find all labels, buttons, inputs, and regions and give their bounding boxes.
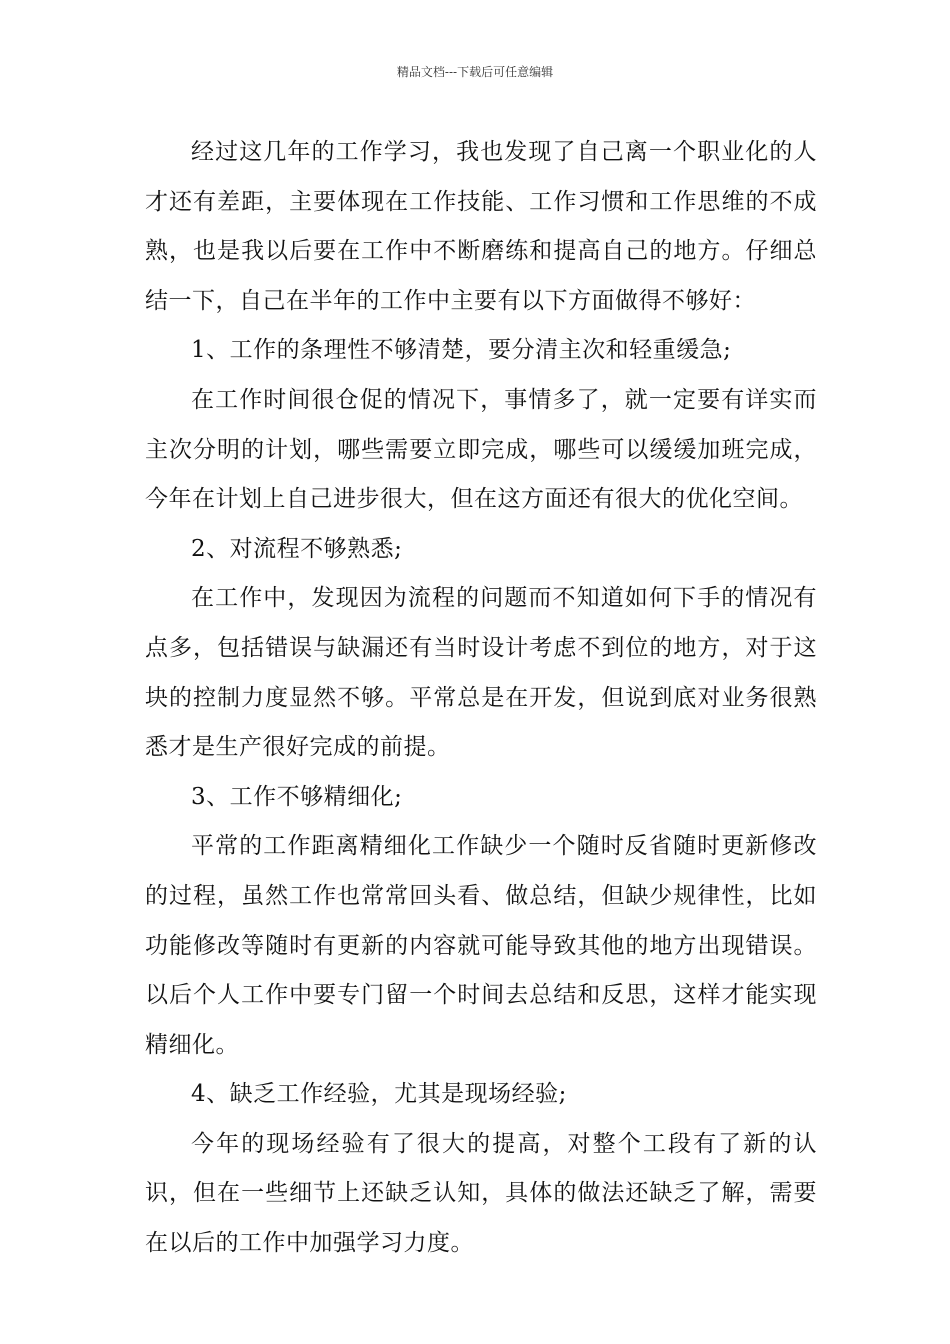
paragraph-item-1: 在工作时间很仓促的情况下，事情多了，就一定要有详实而主次分明的计划，哪些需要立即完成，哪些可以缓缓加班完成，今年在计划上自己进步很大，但在这方面还有很大的优化空间。 (145, 386, 817, 513)
paragraph-item-4: 今年的现场经验有了很大的提高，对整个工段有了新的认识，但在一些细节上还缺乏认知，具体的做法还缺乏了解，需要在以后的工作中加强学习力度。 (145, 1130, 817, 1257)
item-heading-4: 4、缺乏工作经验，尤其是现场经验; (191, 1081, 567, 1108)
item-heading-3: 3、工作不够精细化; (191, 783, 403, 810)
page-header: 精品文档---下载后可任意编辑 (396, 65, 554, 79)
paragraph-intro: 经过这几年的工作学习，我也发现了自己离一个职业化的人才还有差距，主要体现在工作技能、工作习惯和工作思维的不成熟，也是我以后要在工作中不断磨练和提高自己的地方。仔细总结一下，自己在半年的工作中主要有以下方面做得不够好： (145, 139, 817, 314)
item-heading-1: 1、工作的条理性不够清楚，要分清主次和轻重缓急; (191, 337, 732, 364)
paragraph-item-3: 平常的工作距离精细化工作缺少一个随时反省随时更新修改的过程，虽然工作也常常回头看、做总结，但缺少规律性，比如功能修改等随时有更新的内容就可能导致其他的地方出现错误。以后个人工作中要专门留一个时间去总结和反思，这样才能实现精细化。 (145, 833, 817, 1058)
paragraph-item-2: 在工作中，发现因为流程的问题而不知道如何下手的情况有点多，包括错误与缺漏还有当时设计考虑不到位的地方，对于这块的控制力度显然不够。平常总是在开发，但说到底对业务很熟悉才是生产很好完成的前提。 (145, 585, 817, 761)
document-body (145, 128, 817, 1269)
item-heading-2: 2、对流程不够熟悉; (191, 535, 403, 562)
